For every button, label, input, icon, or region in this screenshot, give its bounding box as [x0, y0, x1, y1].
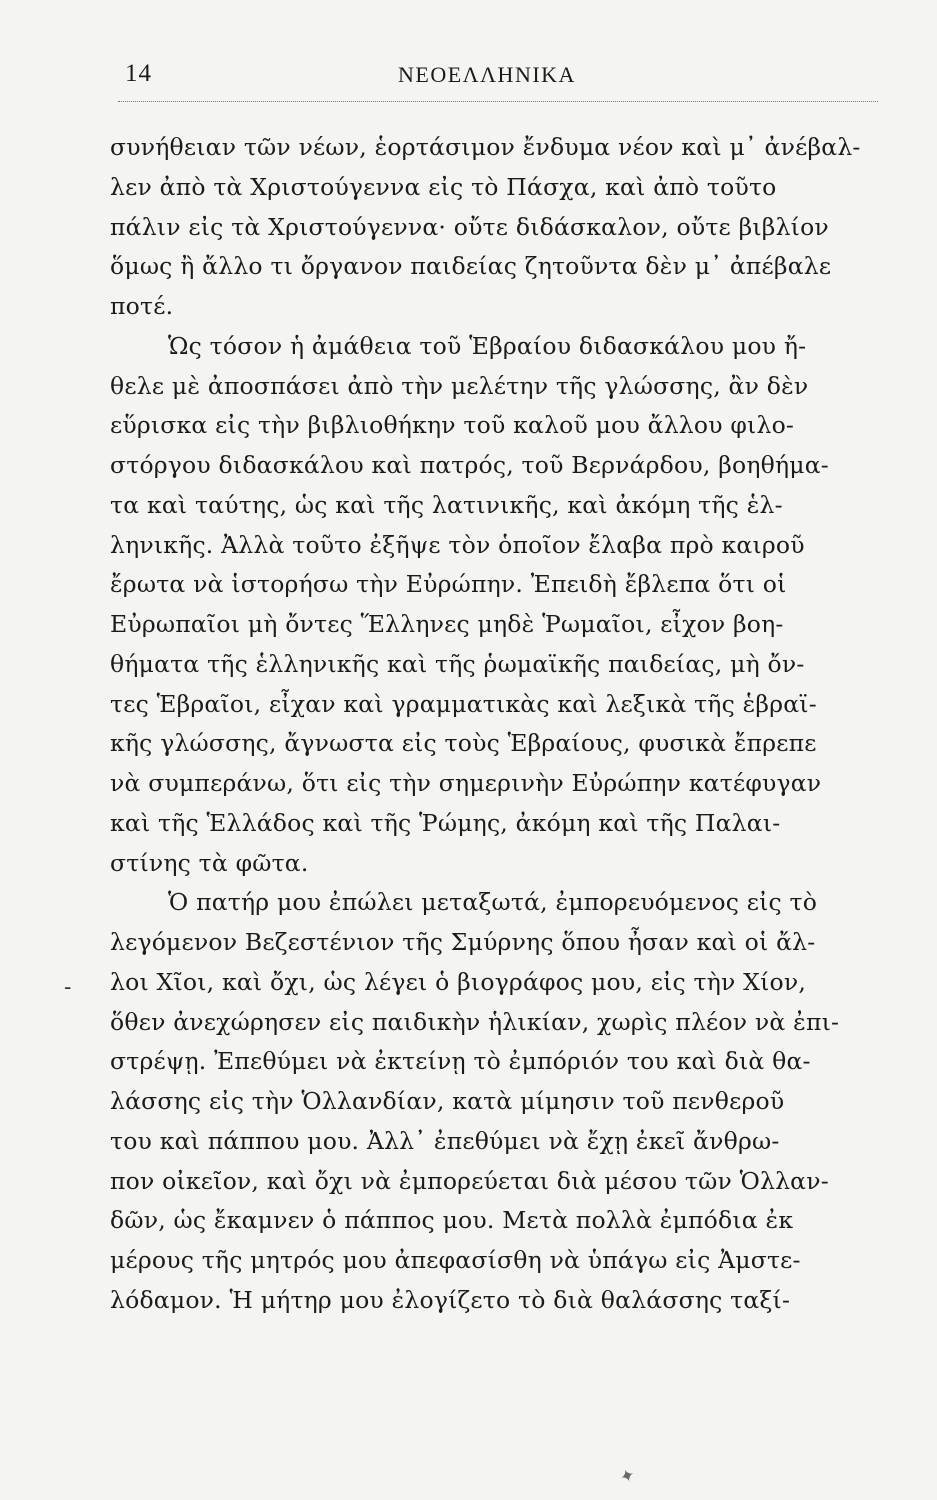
running-head	[125, 60, 875, 94]
text-line: συνήθειαν τῶν νέων, ἑορτάσιμον ἔνδυμα νέον καὶ μ᾽ ἀνέβαλ-	[110, 133, 861, 161]
text-line: λοι Χῖοι, καὶ ὄχι, ὡς λέγει ὁ βιογράφος μου, εἰς τὴν Χίον,	[110, 967, 807, 996]
margin-mark: -	[64, 975, 72, 1000]
text-line: πάλιν εἰς τὰ Χριστούγεννα· οὔτε διδάσκαλον, οὔτε βιβλίον	[110, 212, 829, 241]
text-line: λεγόμενον Βεζεστένιον τῆς Σμύρνης ὅπου ἦσαν καὶ οἱ ἄλ-	[110, 928, 816, 956]
running-title: ΝΕΟΕΛΛΗΝΙΚΑ	[398, 62, 576, 87]
text-line: μέρους τῆς μητρός μου ἀπεφασίσθη νὰ ὑπάγω εἰς Ἀμστε-	[110, 1246, 801, 1274]
text-line: του καὶ πάππου μου. Ἀλλ᾽ ἐπεθύμει νὰ ἔχῃ ἐκεῖ ἄνθρω-	[110, 1126, 780, 1155]
text-line: καὶ τῆς Ἑλλάδος καὶ τῆς Ῥώμης, ἀκόμη καὶ τῆς Παλαι-	[110, 808, 781, 837]
text-line: Εὐρωπαῖοι μὴ ὄντες Ἕλληνες μηδὲ Ῥωμαῖοι, εἶχον βοη-	[110, 610, 784, 638]
text-line: τα καὶ ταύτης, ὡς καὶ τῆς λατινικῆς, καὶ ἀκόμη τῆς ἑλ-	[110, 490, 783, 519]
text-line: ληνικῆς. Ἀλλὰ τοῦτο ἐξῆψε τὸν ὁποῖον ἔλαβα πρὸ καιροῦ	[110, 530, 805, 559]
text-line: λάσσης εἰς τὴν Ὁλλανδίαν, κατὰ μίμησιν τοῦ πενθεροῦ	[110, 1087, 785, 1115]
text-line: θήματα τῆς ἑλληνικῆς καὶ τῆς ῥωμαϊκῆς παιδείας, μὴ ὄν-	[110, 649, 805, 678]
text-line: ἔρωτα νὰ ἱστορήσω τὴν Εὐρώπην. Ἐπειδὴ ἔβλεπα ὅτι οἱ	[110, 570, 787, 599]
text-line: κῆς γλώσσης, ἄγνωστα εἰς τοὺς Ἑβραίους, φυσικὰ ἔπρεπε	[110, 729, 817, 758]
text-line: πον οἰκεῖον, καὶ ὄχι νὰ ἐμπορεύεται διὰ μέσου τῶν Ὁλλαν-	[110, 1166, 829, 1195]
text-line: ὅθεν ἀνεχώρησεν εἰς παιδικὴν ἡλικίαν, χωρὶς πλέον νὰ ἐπι-	[110, 1007, 840, 1036]
text-line: λόδαμον. Ἡ μήτηρ μου ἐλογίζετο τὸ διὰ θαλάσσης ταξί-	[110, 1285, 791, 1314]
body-text	[110, 128, 885, 1321]
text-line: στρέψῃ. Ἐπεθύμει νὰ ἐκτείνῃ τὸ ἐμπόριόν του καὶ διὰ θα-	[110, 1047, 811, 1076]
text-line: ὅμως ἢ ἄλλο τι ὄργανον παιδείας ζητοῦντα δὲν μ᾽ ἀπέβαλε	[110, 252, 832, 281]
text-line: ποτέ.	[110, 292, 174, 320]
text-line: Ὡς τόσον ἡ ἀμάθεια τοῦ Ἑβραίου διδασκάλου μου ἤ-	[168, 331, 807, 360]
text-line: θελε μὲ ἀποσπάσει ἀπὸ τὴν μελέτην τῆς γλώσσης, ἂν δὲν	[110, 371, 809, 400]
text-line: τες Ἑβραῖοι, εἶχαν καὶ γραμματικὰς καὶ λεξικὰ τῆς ἑβραϊ-	[110, 689, 817, 718]
page-number: 14	[125, 60, 152, 87]
text-line: δῶν, ὡς ἔκαμνεν ὁ πάππος μου. Μετὰ πολλὰ ἐμπόδια ἐκ	[110, 1206, 794, 1235]
text-line: νὰ συμπεράνω, ὅτι εἰς τὴν σημερινὴν Εὐρώπην κατέφυγαν	[110, 769, 822, 797]
text-line: στίνης τὰ φῶτα.	[110, 848, 309, 877]
text-line: στόργου διδασκάλου καὶ πατρός, τοῦ Βερνάρδου, βοηθήμα-	[110, 451, 829, 479]
text-line: λεν ἀπὸ τὰ Χριστούγεννα εἰς τὸ Πάσχα, καὶ ἀπὸ τοῦτο	[110, 172, 777, 201]
header-rule	[118, 101, 878, 102]
text-line: εὕρισκα εἰς τὴν βιβλιοθήκην τοῦ καλοῦ μου ἄλλου φιλο-	[110, 411, 795, 440]
text-line: Ὁ πατήρ μου ἐπώλει μεταξωτά, ἐμπορευόμενος εἰς τὸ	[168, 888, 818, 917]
ink-smudge: ✦	[616, 1464, 639, 1489]
